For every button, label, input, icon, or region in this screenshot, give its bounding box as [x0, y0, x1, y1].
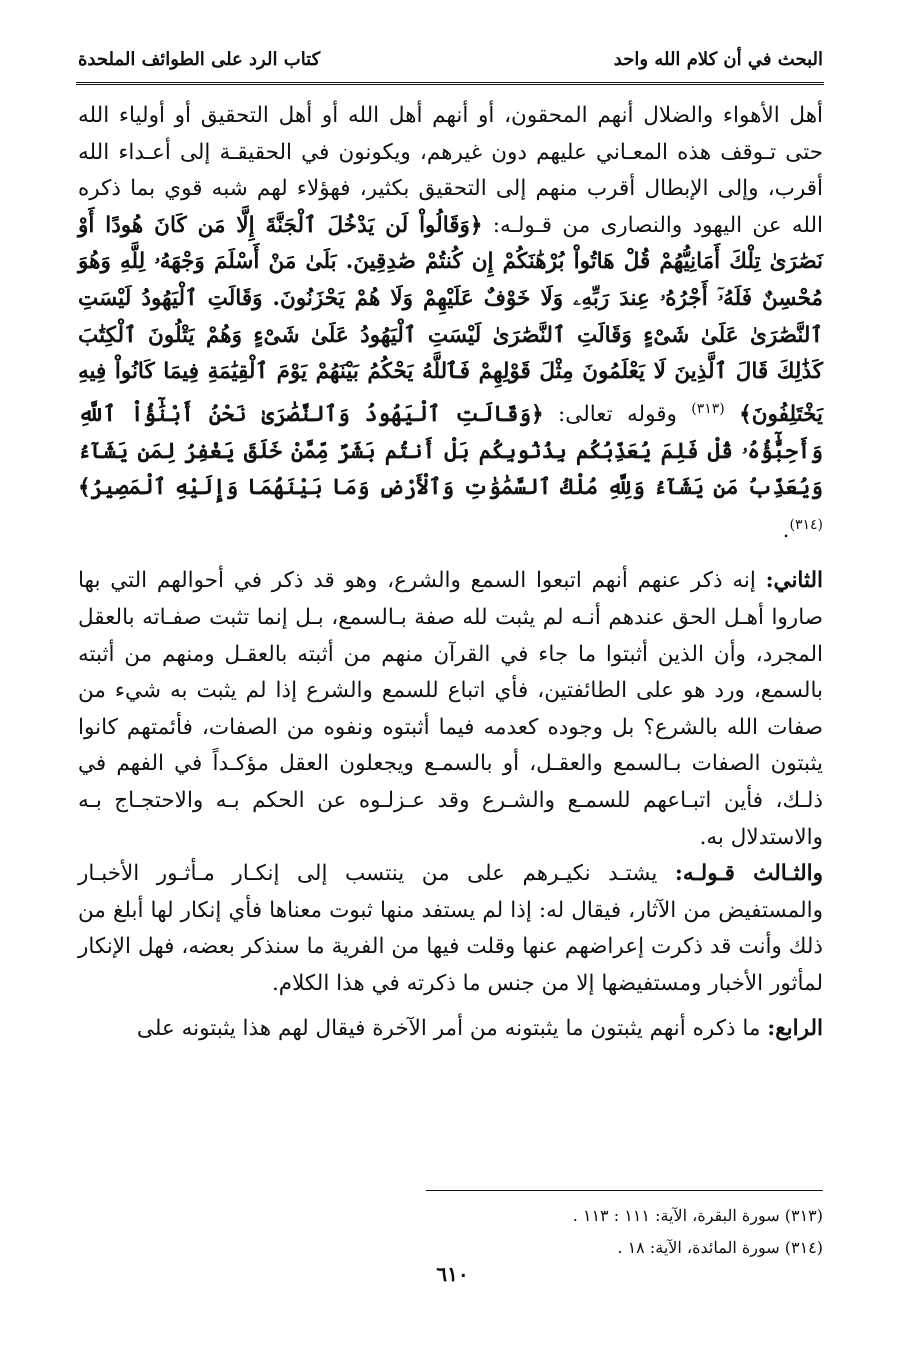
paragraph-3 [78, 856, 823, 1002]
paragraph-lead: والثـالث قـولـه: [674, 861, 823, 887]
paragraph-text: يشتـد نكيـرهم على من ينتسب إلى إنكـار مـأثـور الأخبـار والمستفيض من الآثار، فيقال له: إذا لم يستفد منها ثبوت معناها فأي إنكار لها أبلغ من ذلك وأنت قد ذكرت إعراضهم عنها وقلت فيها من الفرية ما سنذكر بعضه، فهل الإنكار لمأثور الأخبار ومستفيضها إلا من جنس ما ذكرته في هذا الكلام. [78, 861, 823, 996]
period: . [782, 517, 790, 543]
paragraph-text: ما ذكره أنهم يثبتون ما يثبتونه من أمر الآخرة فيقال لهم هذا يثبتونه على [136, 1015, 761, 1041]
footnote-ref: (٣١٣) [691, 400, 725, 417]
paragraph-4 [78, 1011, 823, 1048]
running-header [78, 42, 823, 76]
footnote-313: (٣١٣) سورة البقرة، الآية: ١١١ : ١١٣ . [572, 1206, 823, 1225]
paragraph-lead: الرابع: [767, 1015, 823, 1041]
header-chapter-title: البحث في أن كلام الله واحد [613, 48, 823, 70]
header-divider [76, 82, 824, 85]
header-book-title: كتاب الرد على الطوائف الملحدة [78, 48, 321, 70]
paragraph-text: وقوله تعالى: [558, 401, 677, 427]
footnote-314: (٣١٤) سورة المائدة، الآية: ١٨ . [617, 1238, 823, 1257]
quran-verse: ﴿وَقَالَتِ ٱلْيَهُودُ وَٱلنَّصَٰرَىٰ نَحْنُ أَبْنَٰٓؤُاْ ٱللَّهِ وَأَحِبَّٰٓؤُهُۥ قُلْ فَلِمَ يُعَذِّبُكُم بِذُنُوبِكُم بَلْ أَنتُم بَشَرٌ مِّمَّنْ خَلَقَ يَغْفِرُ لِمَن يَشَآءُ وَيُعَذِّبُ مَن يَشَآءُ وَلِلَّهِ مُلْكُ ٱلسَّمَٰوَٰتِ وَٱلْأَرْضِ وَمَا بَيْنَهُمَا وَإِلَيْهِ ٱلْمَصِيرُ﴾ [78, 401, 823, 501]
page-number: ٦١٠ [436, 1262, 469, 1286]
paragraph-2 [78, 563, 823, 856]
paragraph-lead: الثاني: [765, 568, 823, 594]
footnote-divider [426, 1190, 823, 1191]
footnote-ref: (٣١٤) [789, 516, 823, 533]
paragraph-1 [78, 98, 823, 549]
paragraph-text: إنه ذكر عنهم أنهم اتبعوا السمع والشرع، وهو قد ذكر في أحوالهم التي بها صاروا أهـل الحق عندهم أنـه لم يثبت لله صفة بـالسمع، بـل إنما تثبت صفـاته بالعقل المجرد، وأن الذين أثبتوا ما جاء في القرآن منهم من أثبته بالعقـل ومنهم من أثبته بالسمع، ورد هو على الطائفتين، فأي اتباع للسمع والشرع إذا لم يثبت به شيء من صفات الله بالشرع؟ بل وجوده كعدمه فيما أثبتوه ونفوه من الصفات، فأئمتهم كانوا يثبتون الصفات بـالسمع والعقـل، أو بالسمـع ويجعلون العقل مؤكـداً في الفهم في ذلـك، فأين اتبـاعهم للسمـع والشـرع وقد عـزلـوه عن الحكم بـه والاحتجـاج بـه والاستدلال به. [78, 568, 823, 850]
quran-verse: ﴿وَقَالُواْ لَن يَدْخُلَ ٱلْجَنَّةَ إِلَّا مَن كَانَ هُودًا أَوْ نَصَٰرَىٰ تِلْكَ أَمَانِيُّهُمْ قُلْ هَاتُواْ بُرْهَٰنَكُمْ إِن كُنتُمْ صَٰدِقِينَ. بَلَىٰ مَنْ أَسْلَمَ وَجْهَهُۥ لِلَّهِ وَهُوَ مُحْسِنٌ فَلَهُۥٓ أَجْرُهُۥ عِندَ رَبِّهِۦ وَلَا خَوْفٌ عَلَيْهِمْ وَلَا هُمْ يَحْزَنُونَ. وَقَالَتِ ٱلْيَهُودُ لَيْسَتِ ٱلنَّصَٰرَىٰ عَلَىٰ شَىْءٍ وَقَالَتِ ٱلنَّصَٰرَىٰ لَيْسَتِ ٱلْيَهُودُ عَلَىٰ شَىْءٍ وَهُمْ يَتْلُونَ ٱلْكِتَٰبَ كَذَٰلِكَ قَالَ ٱلَّذِينَ لَا يَعْلَمُونَ مِثْلَ قَوْلِهِمْ فَٱللَّهُ يَحْكُمُ بَيْنَهُمْ يَوْمَ ٱلْقِيَٰمَةِ فِيمَا كَانُواْ فِيهِ يَخْتَلِفُونَ﴾ [78, 212, 823, 427]
footnotes [78, 1200, 823, 1264]
paragraph-text: أهل الأهواء والضلال أنهم المحقون، أو أنهم أهل الله أو أهل التحقيق أو أولياء الله حتى تـوقف هذه المعـاني عليهم دون غيرهم، ويكونون في الحقيقـة إلى أعـداء الله أقرب، وإلى الإبطال أقرب منهم إلى التحقيق بكثير، فهؤلاء لهم شبه قوي بما ذكره الله عن اليهود والنصارى من قـولـه: [78, 103, 823, 238]
main-text [78, 98, 823, 1047]
